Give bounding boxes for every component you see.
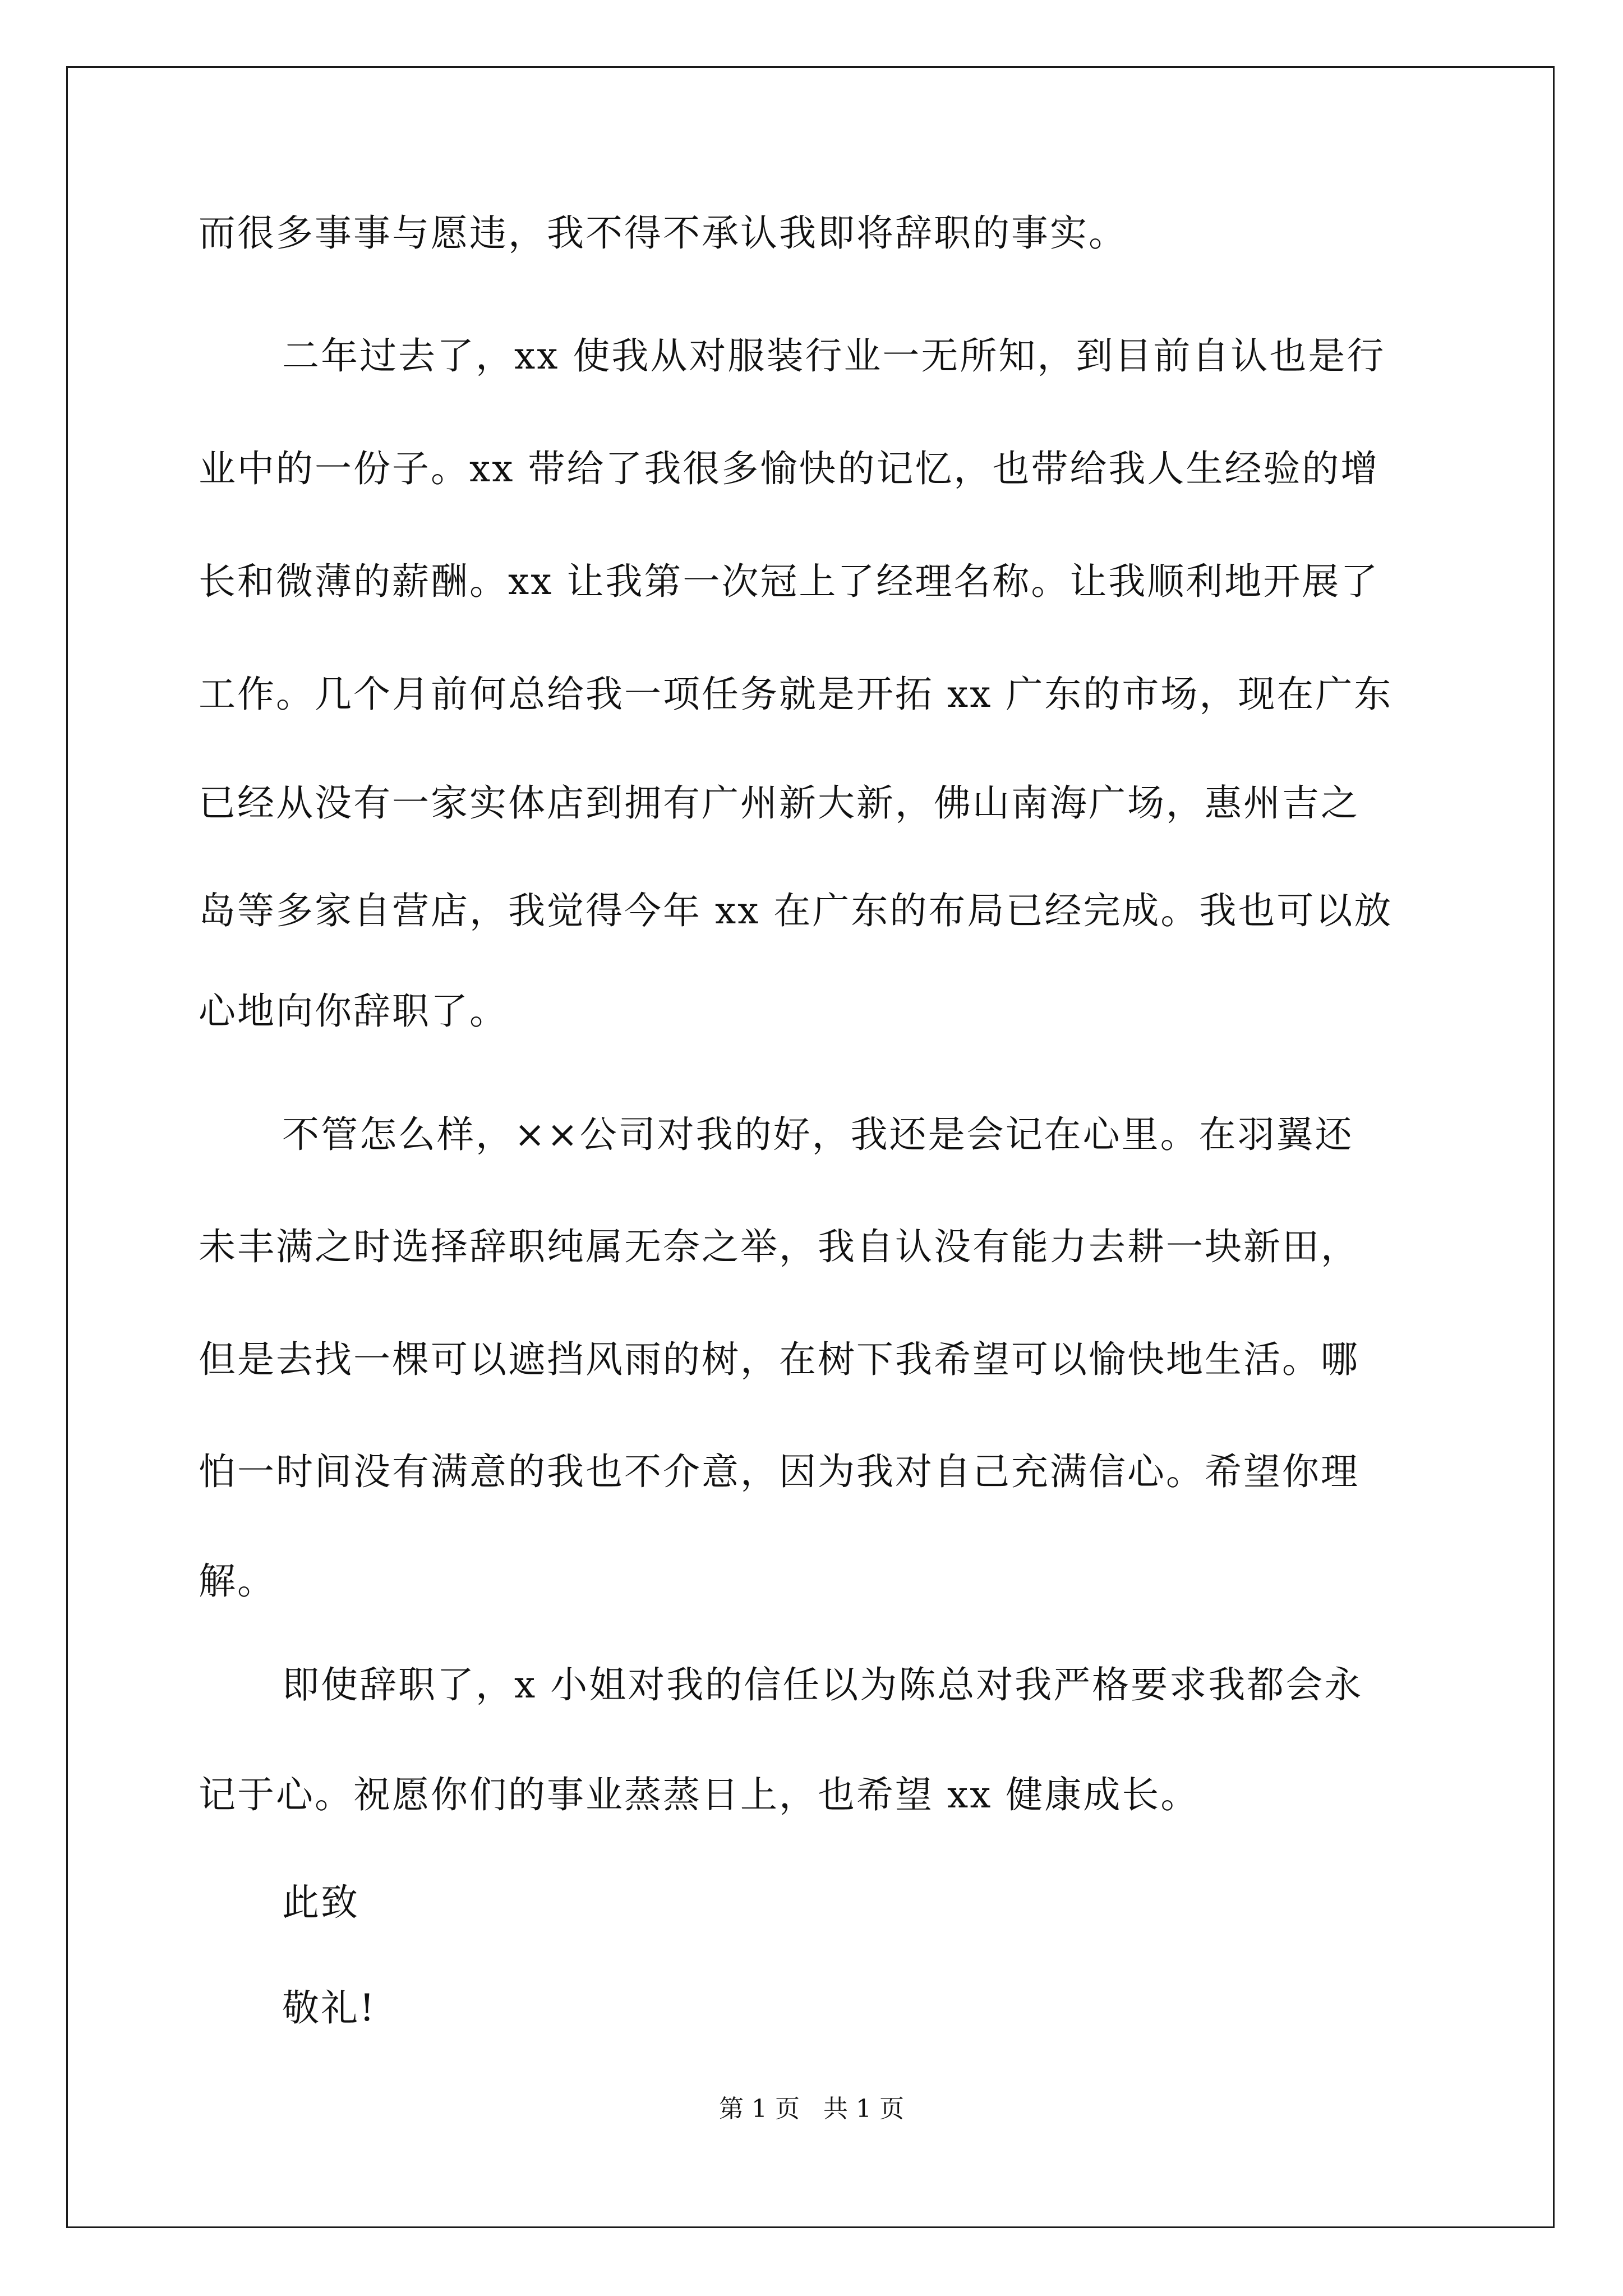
paragraph-line: 不管怎么样，××公司对我的好，我还是会记在心里。在羽翼还 xyxy=(282,1113,1354,1156)
closing-line: 此致 xyxy=(282,1881,359,1924)
paragraph-line: 而很多事事与愿违，我不得不承认我即将辞职的事实。 xyxy=(199,211,1127,255)
page-total: 共 1 页 xyxy=(823,2095,904,2123)
closing-line: 敬礼! xyxy=(282,1986,376,2030)
paragraph-line: 怕一时间没有满意的我也不介意，因为我对自己充满信心。希望你理 xyxy=(199,1450,1359,1493)
page-footer xyxy=(0,2093,1623,2125)
paragraph-line: 记于心。祝愿你们的事业蒸蒸日上，也希望 xx 健康成长。 xyxy=(199,1773,1200,1816)
paragraph-line: 二年过去了，xx 使我从对服装行业一无所知，到目前自认也是行 xyxy=(282,334,1386,378)
page-number: 第 1 页 xyxy=(719,2095,800,2123)
paragraph-line: 但是去找一棵可以遮挡风雨的树，在树下我希望可以愉快地生活。哪 xyxy=(199,1338,1359,1381)
paragraph-line: 已经从没有一家实体店到拥有广州新大新，佛山南海广场，惠州吉之 xyxy=(199,781,1359,825)
paragraph-line: 即使辞职了，x 小姐对我的信任以为陈总对我严格要求我都会永 xyxy=(282,1663,1363,1706)
paragraph-line: 解。 xyxy=(199,1559,276,1603)
paragraph-line: 工作。几个月前何总给我一项任务就是开拓 xx 广东的市场，现在广东 xyxy=(199,673,1393,716)
paragraph-line: 业中的一份子。xx 带给了我很多愉快的记忆，也带给我人生经验的增 xyxy=(199,447,1380,490)
paragraph-line: 岛等多家自营店，我觉得今年 xx 在广东的布局已经完成。我也可以放 xyxy=(199,889,1393,932)
paragraph-line: 心地向你辞职了。 xyxy=(199,990,508,1033)
paragraph-line: 长和微薄的薪酬。xx 让我第一次冠上了经理名称。让我顺利地开展了 xyxy=(199,560,1380,603)
paragraph-line: 未丰满之时选择辞职纯属无奈之举，我自认没有能力去耕一块新田， xyxy=(199,1225,1359,1268)
